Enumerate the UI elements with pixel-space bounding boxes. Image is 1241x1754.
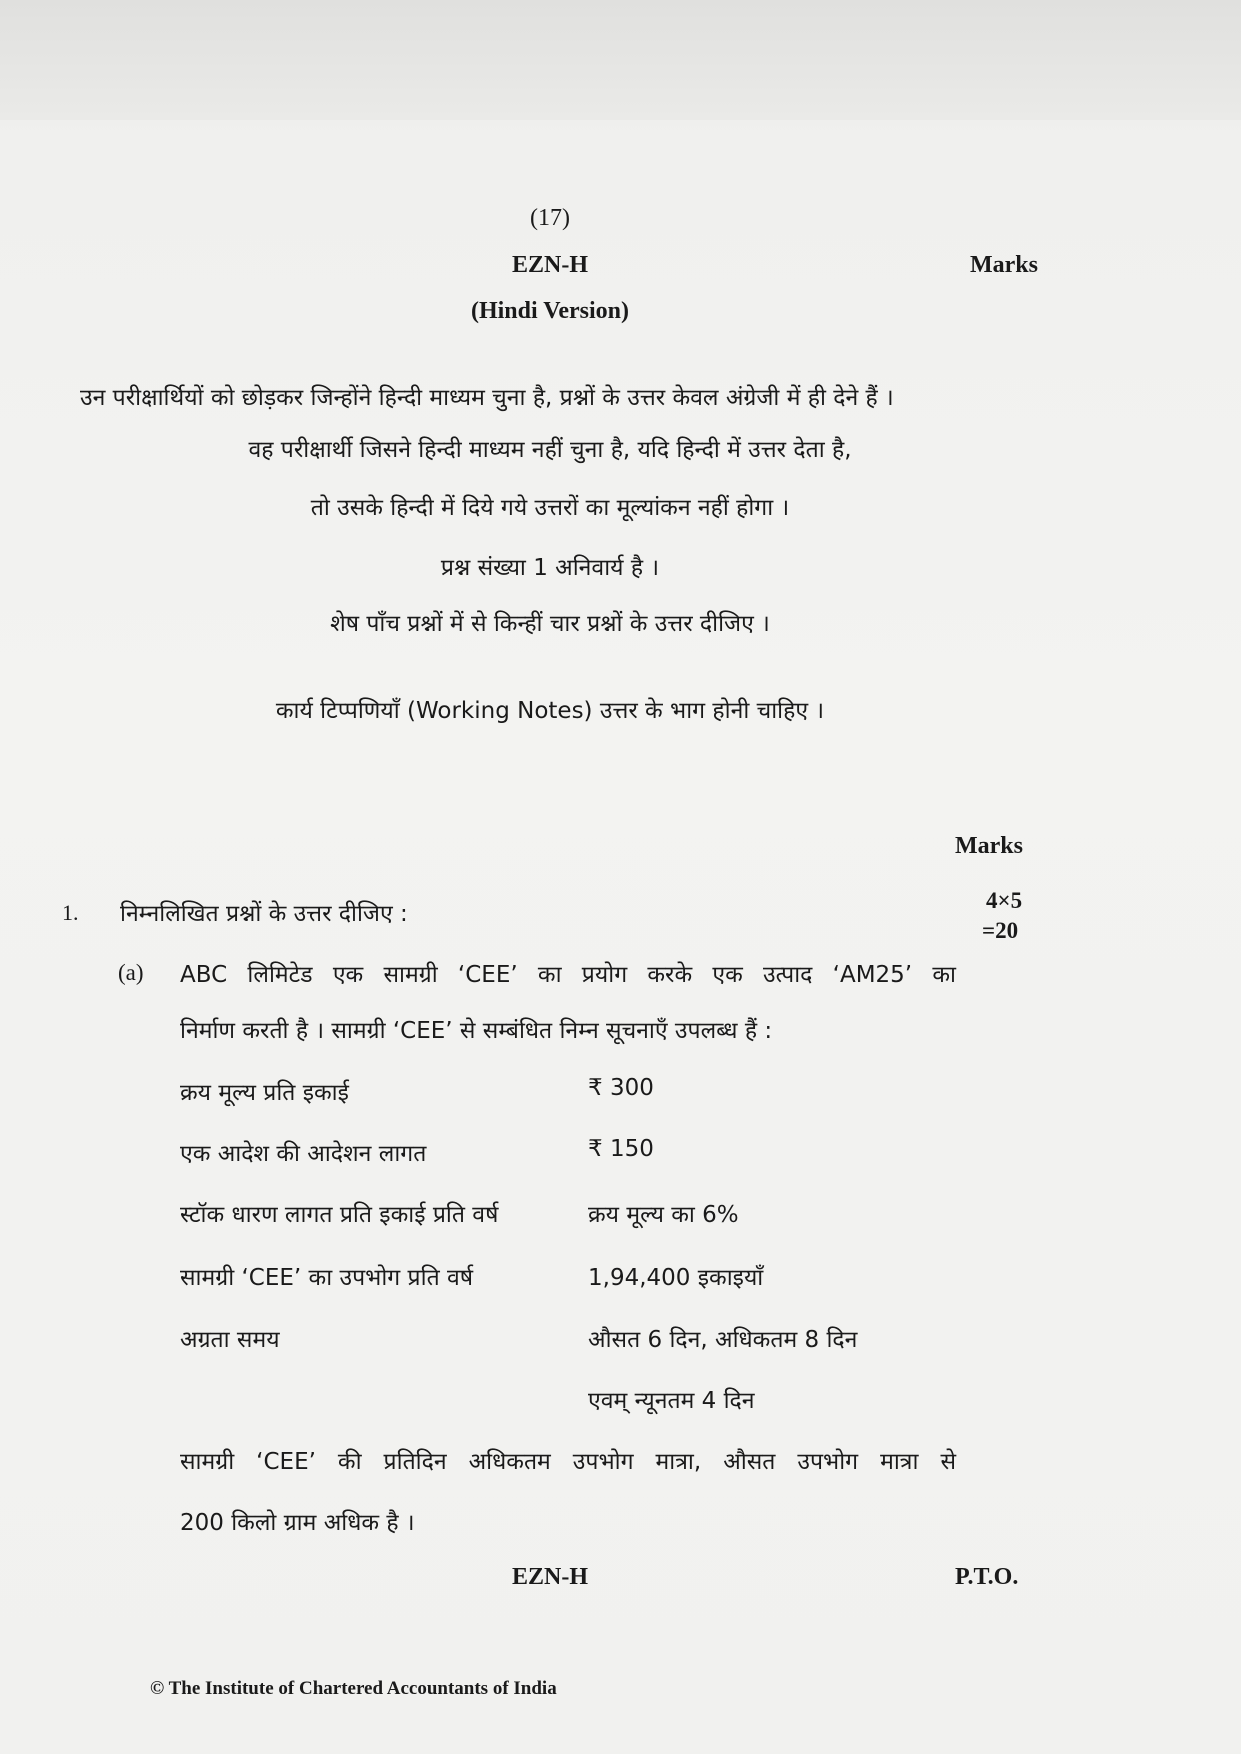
instruction-line-6: कार्य टिप्पणियाँ (Working Notes) उत्तर के भाग होनी चाहिए । [275,698,825,724]
page-number: (17) [530,205,570,231]
part-text-line-1: ABC लिमिटेड एक सामग्री ‘CEE’ का प्रयोग करके एक उत्पाद ‘AM25’ का [180,962,956,988]
exam-code-footer: EZN-H [511,1564,588,1590]
instruction-line-2: वह परीक्षार्थी जिसने हिन्दी माध्यम नहीं चुना है, यदि हिन्दी में उत्तर देता है, [248,437,852,463]
data-row-value: औसत 6 दिन, अधिकतम 8 दिन [588,1327,858,1353]
data-row-label: सामग्री ‘CEE’ का उपभोग प्रति वर्ष [180,1265,474,1291]
scan-top-band [0,0,1241,120]
paragraph-line-2: 200 किलो ग्राम अधिक है । [180,1510,415,1536]
data-row-value: क्रय मूल्य का 6% [588,1202,739,1228]
question-marks-line-2: =20 [982,918,1019,943]
data-row-value: ₹ 150 [588,1136,654,1162]
copyright-notice: © The Institute of Chartered Accountants of India [150,1678,557,1699]
data-row-value-continued: एवम् न्यूनतम 4 दिन [588,1388,755,1414]
data-row-label: क्रय मूल्य प्रति इकाई [180,1080,349,1106]
question-number: 1. [62,900,79,925]
question-title: निम्नलिखित प्रश्नों के उत्तर दीजिए : [120,901,408,927]
marks-label-question: Marks [955,833,1023,859]
instruction-line-3: तो उसके हिन्दी में दिये गये उत्तरों का मूल्यांकन नहीं होगा । [310,495,790,521]
question-marks-line-1: 4×5 [986,888,1023,913]
data-row-label: स्टॉक धारण लागत प्रति इकाई प्रति वर्ष [180,1202,499,1228]
exam-code-header: EZN-H [511,252,588,278]
instruction-line-5: शेष पाँच प्रश्नों में से किन्हीं चार प्रश्नों के उत्तर दीजिए । [330,611,770,637]
instruction-line-4: प्रश्न संख्या 1 अनिवार्य है । [440,555,660,581]
part-text-line-2: निर्माण करती है । सामग्री ‘CEE’ से सम्बंधित निम्न सूचनाएँ उपलब्ध हैं : [180,1018,773,1044]
pto-label: P.T.O. [955,1564,1019,1590]
part-label: (a) [118,960,144,985]
paragraph-line-1: सामग्री ‘CEE’ की प्रतिदिन अधिकतम उपभोग मात्रा, औसत उपभोग मात्रा से [180,1449,956,1475]
data-row-value: ₹ 300 [588,1075,654,1101]
data-row-label: एक आदेश की आदेशन लागत [180,1141,427,1167]
version-title: (Hindi Version) [470,298,630,324]
marks-label-header: Marks [970,252,1038,278]
data-row-value: 1,94,400 इकाइयाँ [588,1265,764,1291]
instruction-line-1: उन परीक्षार्थियों को छोड़कर जिन्होंने हिन्दी माध्यम चुना है, प्रश्नों के उत्तर केवल अंग्रेजी में ही देने हैं । [80,385,894,411]
data-row-label: अग्रता समय [180,1327,280,1353]
